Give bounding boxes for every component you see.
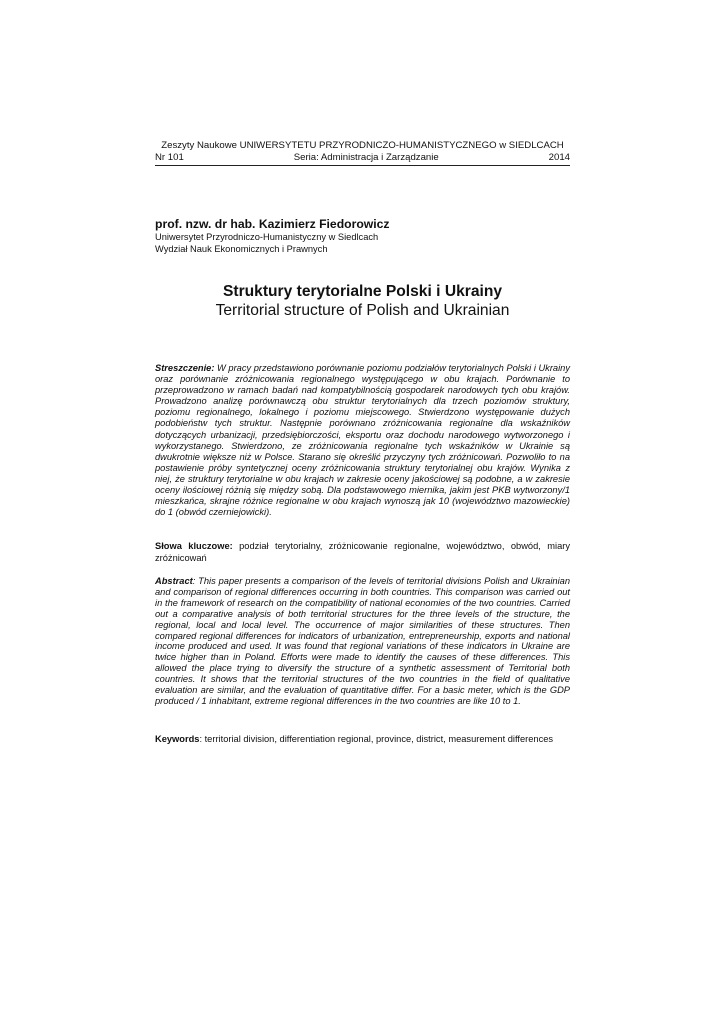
keywords-english: [155, 734, 570, 746]
series-name: Seria: Administracja i Zarządzanie: [293, 152, 439, 163]
affiliation-faculty: Wydział Nauk Ekonomicznych i Prawnych: [155, 243, 328, 254]
keywords-english-label: Keywords: [155, 734, 200, 744]
abstract-polish: [155, 363, 570, 518]
abstract-polish-label: Streszczenie:: [155, 363, 215, 373]
abstract-polish-text: W pracy przedstawiono porównanie poziomu podziałów terytorialnych Polski i Ukrainy oraz porównanie zróżnicowania regionalnego występującego w obu krajach. Porównanie to przeprowadzono w ramach badań nad kompatybilnością gospodarek narodowych tych obu krajów. Prowadzono analizę porównawczą obu struktur terytorialnych dla trzech poziomów struktury, poziomu regionalnego, lokalnego i poziomu miejscowego. Stwierdzono występowanie dużych podobieństw tych struktur. Następnie porównano zróżnicowania regionalne dla wskaźników dotyczących urbanizacji, przedsiębiorczości, eksportu oraz dochodu narodowego wytworzonego i wykorzystanego. Stwierdzono, ze zróżnicowania regionalne tych wskaźników w Ukrainie są dwukrotnie większe niż w Polsce. Starano się określić przyczyny tych zróżnicowań. Pozwoliło to na postawienie próby syntetycznej oceny zróżnicowania struktury terytorialnej obu krajów. Wynika z niej, że struktury terytorialne w obu krajach w zakresie oceny jakościowej są podobne, a w zakresie oceny ilościowej różnią się między sobą. Dla podstawowego miernika, jakim jest PKB wytworzony/1 mieszkańca, skrajne różnice regionalne w obu krajach wynoszą jak 10 (województwo mazowieckie) do 1 (obwód czerniejowicki).: [155, 363, 570, 518]
title-polish: Struktury terytorialne Polski i Ukrainy: [222, 283, 503, 300]
keywords-polish-label: Słowa kluczowe:: [155, 541, 233, 551]
abstract-english-text: : This paper presents a comparison of the levels of territorial divisions Polish and Ukrainian and comparison of regional differences occurring in both countries. This comparison was carried out in the framework of research on the compatibility of national economies of the two countries. Carried out a comparative analysis of both territorial structures for the three levels of the structure, the regional, local and local level. The occurrence of major similarities of these structures. Then compared regional differences for indicators of urbanization, entrepreneurship, exports and national income produced and used. It was found that regional variations of these indicators in Ukraine are twice higher than in Poland. Efforts were made to identify the causes of these differences. This allowed the place trying to diversify the structure of a synthetic assessment of Territorial both countries. It shows that the territorial structures of the two countries in the field of qualitative evaluation are similar, and the evaluation of quantitative differ. For a basic meter, which is the GDP produced / 1 inhabitant, extreme regional differences in the two countries are like 10 to 1.: [155, 576, 570, 706]
affiliation-university: Uniwersytet Przyrodniczo-Humanistyczny w Siedlcach: [155, 232, 379, 242]
author-block: [155, 217, 570, 255]
keywords-polish: [155, 541, 570, 564]
issue-number: Nr 101: [155, 152, 184, 163]
title-english: Territorial structure of Polish and Ukrainian: [215, 302, 510, 319]
abstract-english-label: Abstract: [155, 576, 193, 586]
keywords-english-text: : territorial division, differentiation regional, province, district, measurement differences: [199, 734, 554, 744]
running-header: [155, 140, 570, 166]
journal-name: Zeszyty Naukowe UNIWERSYTETU PRZYRODNICZO-HUMANISTYCZNEGO w SIEDLCACH: [161, 140, 564, 151]
title-block: [155, 282, 570, 320]
abstract-english: [155, 576, 570, 707]
publication-year: 2014: [548, 152, 570, 163]
keywords-polish-text: podział terytorialny, zróżnicowanie regionalne, województwo, obwód, miary zróżnicowań: [155, 541, 570, 563]
header-meta-row: [155, 152, 570, 166]
author-name: prof. nzw. dr hab. Kazimierz Fiedorowicz: [155, 217, 390, 231]
